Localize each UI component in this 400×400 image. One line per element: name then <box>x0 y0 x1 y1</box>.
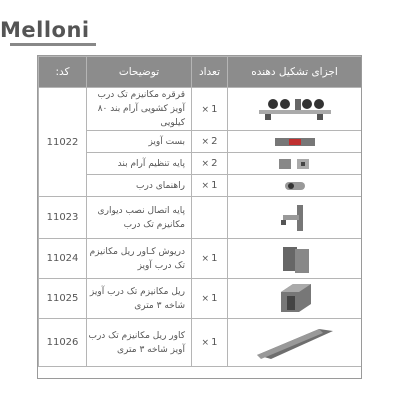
part-image-cell <box>228 279 362 319</box>
header-quantity: تعداد <box>192 57 228 88</box>
part-image-cell <box>228 153 362 175</box>
parts-table <box>38 56 362 367</box>
quantity-cell <box>192 279 228 319</box>
quantity-cell <box>192 175 228 197</box>
table-row <box>39 88 362 131</box>
table-row <box>39 239 362 279</box>
qty-symbol: × <box>201 159 210 169</box>
qty-symbol: × <box>201 338 210 348</box>
quantity-cell <box>192 319 228 367</box>
description-cell: پایه اتصال نصب دیواری مکانیزم تک درب <box>87 197 192 239</box>
hanger-clamp-icon <box>228 136 361 148</box>
table-row <box>39 279 362 319</box>
code-cell: 11025 <box>39 279 87 319</box>
description-cell: پایه تنظیم آرام بند <box>87 153 192 175</box>
code-cell: 11023 <box>39 197 87 239</box>
qty-symbol: × <box>201 137 210 147</box>
table-row <box>39 175 362 197</box>
quantity-cell <box>192 131 228 153</box>
qty-value: 1 <box>211 293 218 304</box>
description-cell: دریوش کـاور ریل مکانیزم تک درب آویز <box>87 239 192 279</box>
qty-value: 1 <box>211 180 218 191</box>
roller-carriage-icon <box>228 95 361 123</box>
table-row <box>39 319 362 367</box>
part-image-cell <box>228 319 362 367</box>
description-cell: بست آویز <box>87 131 192 153</box>
qty-symbol: × <box>201 104 210 115</box>
qty-symbol: × <box>201 294 210 304</box>
description-cell: ریل مکانیزم تک درب آویز شاخه ۳ متری <box>87 279 192 319</box>
code-cell: 11026 <box>39 319 87 367</box>
qty-symbol: × <box>201 254 210 264</box>
code-cell: 11024 <box>39 239 87 279</box>
door-guide-icon <box>228 179 361 193</box>
quantity-cell <box>192 153 228 175</box>
description-cell: راهنمای درب <box>87 175 192 197</box>
part-image-cell <box>228 239 362 279</box>
quantity-cell <box>192 239 228 279</box>
cover-cap-icon <box>228 243 361 275</box>
part-image-cell <box>228 88 362 131</box>
qty-value: 2 <box>211 158 218 169</box>
table-header-row <box>39 57 362 88</box>
brand-logo: Melloni <box>0 18 90 42</box>
description-cell: کاور ریل مکانیزم تک درب آویز شاخه ۳ متری <box>87 319 192 367</box>
quantity-cell <box>192 197 228 239</box>
header-part: اجزای تشکیل دهنده <box>228 57 362 88</box>
qty-value: 1 <box>211 103 218 115</box>
header-code: کد: <box>39 57 87 88</box>
qty-symbol: × <box>201 181 210 191</box>
table-row <box>39 197 362 239</box>
qty-value: 1 <box>211 337 218 348</box>
table-row <box>39 153 362 175</box>
rail-cover-icon <box>228 325 361 361</box>
rail-profile-icon <box>228 282 361 316</box>
quantity-cell <box>192 88 228 131</box>
header-description: توضیحات <box>87 57 192 88</box>
part-image-cell <box>228 131 362 153</box>
damper-base-icon <box>228 156 361 172</box>
parts-table-sheet <box>37 55 362 379</box>
qty-value: 2 <box>211 136 218 147</box>
qty-value: 1 <box>211 253 218 264</box>
table-row <box>39 131 362 153</box>
logo-underline <box>10 43 96 46</box>
part-image-cell <box>228 197 362 239</box>
code-cell: 11022 <box>39 88 87 197</box>
part-image-cell <box>228 175 362 197</box>
description-cell: قرقره مکانیزم تک درب آویز کشویی آرام بند ۸۰ کیلویی <box>87 88 192 131</box>
wall-bracket-icon <box>228 203 361 233</box>
